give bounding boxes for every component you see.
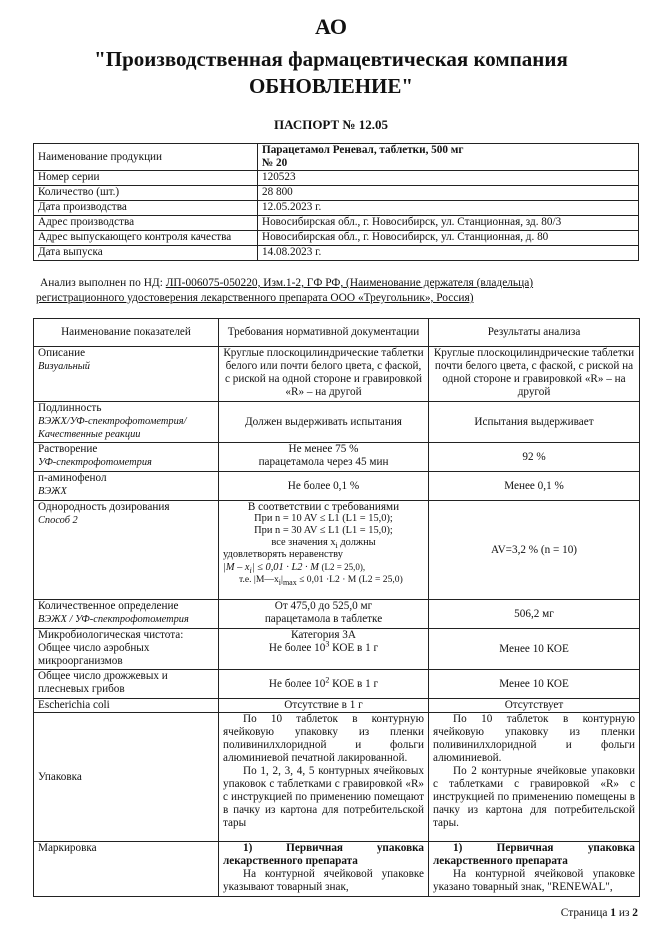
info-row: [34, 201, 639, 216]
table-row: [34, 670, 640, 699]
requirement-line: Категория 3А: [291, 629, 356, 641]
table-row: [34, 699, 640, 713]
header-row: [34, 319, 640, 347]
result: [429, 842, 640, 897]
col-header: Результаты анализа: [429, 319, 640, 347]
formula-2: т.е. $|M—x_i|_{max} \le 0,01 \cdot L2 \cdot M$ (L2 = 25,0): [239, 574, 403, 587]
table-row: [34, 472, 640, 501]
info-value: [258, 144, 639, 171]
param-method: Способ 2: [38, 515, 78, 526]
table-row: [34, 443, 640, 472]
param-method: ВЭЖХ / УФ-спектрофотометрия: [38, 614, 189, 625]
result: Менее 10 КОЕ: [429, 670, 640, 699]
table-row: [34, 842, 640, 897]
requirement-line: Не более $10^3$ КОЕ в 1 г: [268, 639, 379, 654]
analysis-table: [33, 318, 640, 897]
param-name: [34, 402, 219, 443]
requirement: Не более 0,1 %: [219, 472, 429, 501]
param-name: Общее число дрожжевых и плесневых грибов: [34, 670, 219, 699]
formula-1: $|M - x_i| \le 0,01 \cdot L2 \cdot M$ (L2 = 25,0),: [223, 562, 366, 576]
info-key: Дата производства: [34, 201, 258, 216]
requirement-line: От 475,0 до 525,0 мг: [274, 600, 373, 612]
result: AV=3,2 % (n = 10): [429, 501, 640, 600]
requirement: [219, 501, 429, 600]
param-title: Растворение: [38, 443, 98, 455]
param-name: [34, 600, 219, 629]
param-title: Подлинность: [38, 402, 102, 414]
result-para: На контурной ячейковой упаковке указано товарный знак, "RENEWAL",: [433, 868, 635, 893]
requirement-line: Не менее 75 %: [288, 443, 359, 455]
requirement-para: По 1, 2, 3, 4, 5 контурных ячейковых упаковок с таблетками с гравировкой «R» с инструкцией по применению помещают в пачку из картона для потребительской тары: [223, 765, 424, 829]
param-title: Однородность дозирования: [38, 501, 170, 513]
result-para: По 2 контурные ячейковые упаковки с таблетками с гравировкой «R» с инструкцией по применению помещены в пачку из картона для потребительской тары.: [433, 765, 635, 829]
param-method: ВЭЖХ: [38, 486, 67, 497]
info-row: [34, 144, 639, 171]
info-value: Новосибирская обл., г. Новосибирск, ул. Станционная, зд. 80/3: [258, 216, 639, 231]
result-para: По 10 таблеток в контурную ячейковую упаковку из пленки поливинилхлоридной и фольги алюминиевой.: [433, 713, 635, 764]
info-value: Новосибирская обл., г. Новосибирск, ул. Станционная, д. 80: [258, 231, 639, 246]
param-method: ВЭЖХ/УФ-спектрофотометрия/ Качественные реакции: [38, 416, 187, 440]
table-row: [34, 501, 640, 600]
result: Испытания выдерживает: [429, 402, 640, 443]
analysis-basis: [36, 276, 640, 306]
info-value: 12.05.2023 г.: [258, 201, 639, 216]
param-title: Количественное определение: [38, 600, 179, 612]
requirement-line: парацетамола через 45 мин: [258, 456, 389, 468]
table-row: [34, 629, 640, 670]
requirement: [219, 629, 429, 670]
requirement-line: При n = 10 AV ≤ L1 (L1 = 15,0);: [254, 513, 393, 524]
result: 506,2 мг: [429, 600, 640, 629]
company-name-line1: "Производственная фармацевтическая компания: [94, 47, 568, 71]
param-name: [34, 472, 219, 501]
param-method: Визуальный: [38, 361, 90, 372]
table-row: [34, 347, 640, 402]
product-count: № 20: [262, 157, 288, 169]
requirement-para: На контурной ячейковой упаковке указывают товарный знак,: [223, 868, 424, 893]
info-value: 14.08.2023 г.: [258, 246, 639, 261]
param-name: Упаковка: [34, 713, 219, 842]
result: Отсутствует: [429, 699, 640, 713]
param-name: [34, 347, 219, 402]
table-row: [34, 600, 640, 629]
analysis-nd-link-2: регистрационного удостоверения лекарственного препарата ООО «Треугольник», Россия): [36, 292, 474, 304]
requirement-line: все значения $x_i$ должны: [271, 537, 376, 551]
param-name: [34, 501, 219, 600]
company-name: [0, 46, 662, 100]
requirement-line: удовлетворять неравенству: [223, 549, 343, 560]
info-key: Адрес производства: [34, 216, 258, 231]
requirement-line: В соответствии с требованиями: [247, 501, 400, 513]
requirement: Отсутствие в 1 г: [219, 699, 429, 713]
requirement: Должен выдерживать испытания: [219, 402, 429, 443]
requirement: Круглые плоскоцилиндрические таблетки белого или почти белого цвета, с фаской, с риской на одной стороне и гравировкой «R» – на другой: [219, 347, 429, 402]
table-row: [34, 402, 640, 443]
info-key: Номер серии: [34, 171, 258, 186]
info-row: [34, 231, 639, 246]
col-header: Наименование показателей: [34, 319, 219, 347]
param-name: [34, 443, 219, 472]
info-value: 28 800: [258, 186, 639, 201]
requirement-para: 1) Первичная упаковка лекарственного препарата: [223, 842, 424, 867]
requirement: [219, 713, 429, 842]
info-value: 120523: [258, 171, 639, 186]
product-name: Парацетамол Реневал, таблетки, 500 мг: [262, 144, 464, 156]
requirement: [219, 443, 429, 472]
result: Менее 10 КОЕ: [429, 629, 640, 670]
requirement-line: При n = 30 AV ≤ L1 (L1 = 15,0);: [254, 525, 393, 536]
page-counter: Страница 1 из 2: [560, 907, 638, 919]
info-key: Адрес выпускающего контроля качества: [34, 231, 258, 246]
info-row: [34, 186, 639, 201]
info-row: [34, 171, 639, 186]
info-key: Наименование продукции: [34, 144, 258, 171]
company-name-line2: ОБНОВЛЕНИЕ": [248, 74, 414, 98]
result: [429, 713, 640, 842]
result-para: 1) Первичная упаковка лекарственного препарата: [433, 842, 635, 867]
analysis-nd-link: ЛП-006075-050220, Изм.1-2, ГФ РФ, (Наименование держателя (владельца): [165, 277, 534, 289]
param-name: Escherichia coli: [34, 699, 219, 713]
result: Менее 0,1 %: [429, 472, 640, 501]
requirement: [219, 600, 429, 629]
param-title: Описание: [38, 347, 86, 359]
requirement-line: парацетамола в таблетке: [264, 613, 383, 625]
param-title: п-аминофенол: [38, 472, 107, 484]
result: Круглые плоскоцилиндрические таблетки почти белого цвета, с фаской, с риской на одной стороне и гравировкой «R» – на другой: [429, 347, 640, 402]
info-key: Дата выпуска: [34, 246, 258, 261]
param-name: Маркировка: [34, 842, 219, 897]
param-name: Микробиологическая чистота: Общее число аэробных микроорганизмов: [34, 629, 219, 670]
param-method: УФ-спектрофотометрия: [38, 457, 152, 468]
col-header: Требования нормативной документации: [219, 319, 429, 347]
requirement: [219, 842, 429, 897]
product-info-table: [33, 143, 639, 261]
info-row: [34, 216, 639, 231]
requirement: Не более $10^2$ КОЕ в 1 г: [219, 670, 429, 699]
passport-title: ПАСПОРТ № 12.05: [273, 117, 389, 132]
result: 92 %: [429, 443, 640, 472]
requirement-para: По 10 таблеток в контурную ячейковую упаковку из пленки поливинилхлоридной и фольги алюминиевой печатной лакированной.: [223, 713, 424, 764]
info-key: Количество (шт.): [34, 186, 258, 201]
table-row: [34, 713, 640, 842]
analysis-prefix: Анализ выполнен по НД:: [40, 277, 166, 289]
company-form: АО: [315, 14, 347, 39]
info-row: [34, 246, 639, 261]
